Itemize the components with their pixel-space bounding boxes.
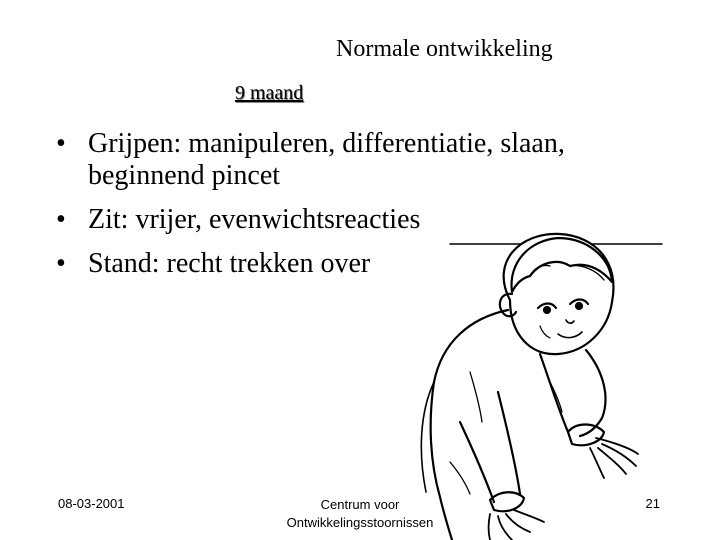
crawling-baby-illustration xyxy=(390,222,670,540)
footer-date: 08-03-2001 xyxy=(58,496,125,511)
bullet-text: Zit: vrijer, evenwichtsreacties xyxy=(88,204,421,235)
footer-org-line1: Centrum voor xyxy=(320,497,400,512)
bullet-text: Grijpen: manipuleren, differentiatie, slaan, beginnend pincet xyxy=(88,128,565,191)
bullet-icon: • xyxy=(56,204,66,235)
slide-title: Normale ontwikkeling xyxy=(336,36,553,62)
footer-org-line2: Ontwikkelingsstoornissen xyxy=(286,515,434,530)
page-number: 21 xyxy=(645,496,660,511)
slide-subtitle: 9 maand xyxy=(235,82,304,104)
bullet-text: Stand: recht trekken over xyxy=(88,248,371,279)
bullet-icon: • xyxy=(56,128,66,159)
footer-organization xyxy=(270,496,450,532)
bullet-icon: • xyxy=(56,248,66,279)
bullet-item-grijpen xyxy=(56,128,688,192)
